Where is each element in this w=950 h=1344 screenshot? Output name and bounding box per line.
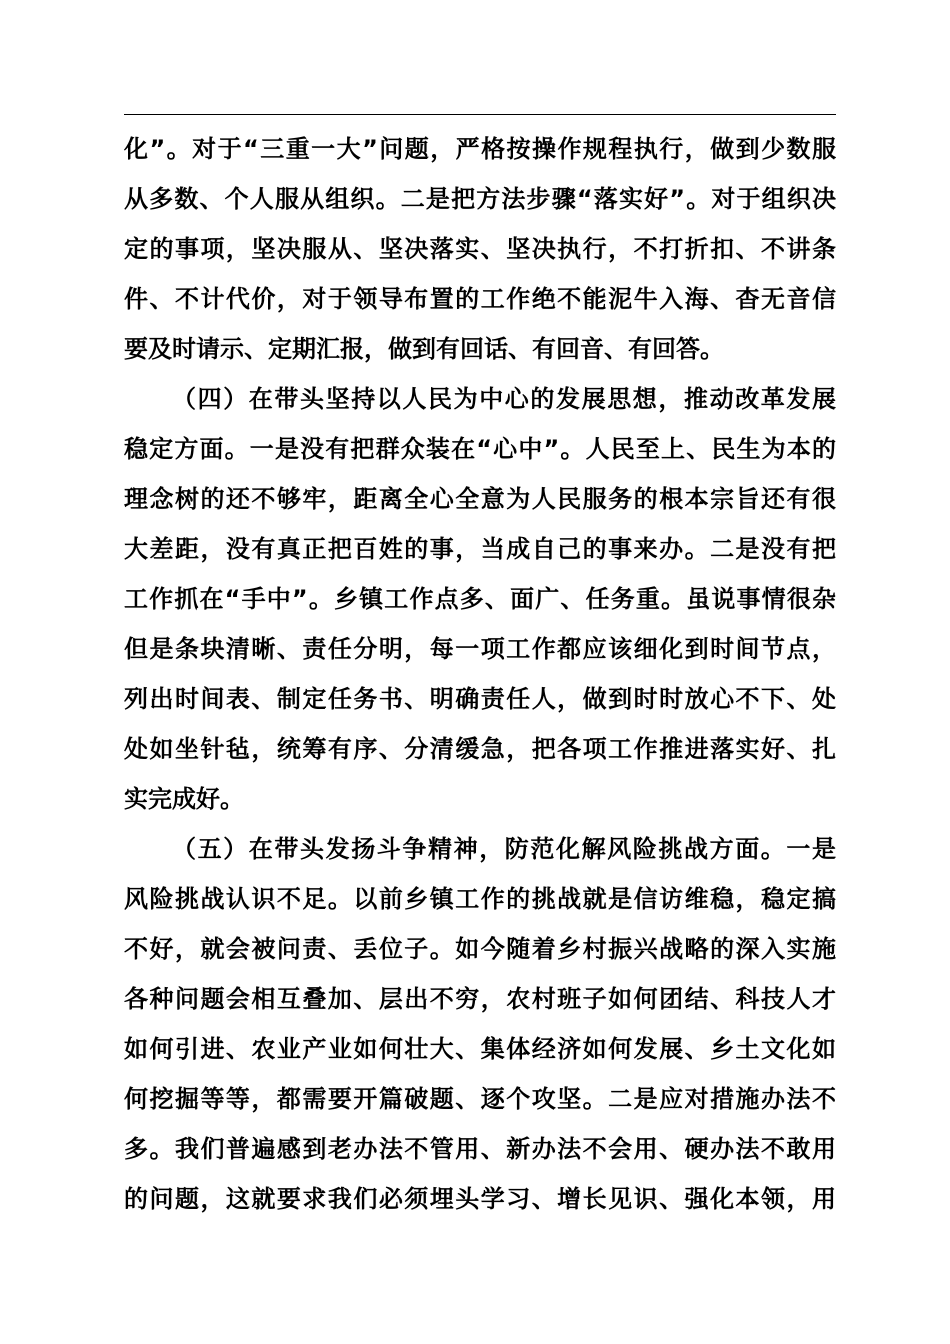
text-line: 如何引进、农业产业如何壮大、集体经济如何发展、乡土文化如	[124, 1035, 836, 1063]
text-line: 实完成好。	[124, 785, 244, 813]
text-line: 多。我们普遍感到老办法不管用、新办法不会用、硬办法不敢用	[124, 1135, 836, 1163]
text-line: 化”。对于“三重一大”问题，严格按操作规程执行，做到少数服	[124, 135, 836, 163]
text-line: 稳定方面。一是没有把群众装在“心中”。人民至上、民生为本的	[124, 435, 836, 463]
text-line: 但是条块清晰、责任分明，每一项工作都应该细化到时间节点，	[124, 635, 836, 663]
paragraph-heading-5: （五）在带头发扬斗争精神，防范化解风险挑战方面。一是	[172, 835, 836, 863]
text-line: 处如坐针毡，统筹有序、分清缓急，把各项工作推进落实好、扎	[124, 735, 836, 763]
text-line: 大差距，没有真正把百姓的事，当成自己的事来办。二是没有把	[124, 535, 836, 563]
paragraph-heading-4: （四）在带头坚持以人民为中心的发展思想，推动改革发展	[172, 385, 836, 413]
text-line: 件、不计代价，对于领导布置的工作绝不能泥牛入海、杳无音信	[124, 285, 836, 313]
text-line: 风险挑战认识不足。以前乡镇工作的挑战就是信访维稳，稳定搞	[124, 885, 836, 913]
text-line: 理念树的还不够牢，距离全心全意为人民服务的根本宗旨还有很	[124, 485, 836, 513]
text-line: 从多数、个人服从组织。二是把方法步骤“落实好”。对于组织决	[124, 185, 836, 213]
header-rule	[124, 114, 836, 115]
text-line: 定的事项，坚决服从、坚决落实、坚决执行，不打折扣、不讲条	[124, 235, 836, 263]
text-line: 各种问题会相互叠加、层出不穷，农村班子如何团结、科技人才	[124, 985, 836, 1013]
text-line: 的问题，这就要求我们必须埋头学习、增长见识、强化本领，用	[124, 1185, 836, 1213]
text-line: 列出时间表、制定任务书、明确责任人，做到时时放心不下、处	[124, 685, 836, 713]
text-line: 工作抓在“手中”。乡镇工作点多、面广、任务重。虽说事情很杂	[124, 585, 836, 613]
text-line: 何挖掘等等，都需要开篇破题、逐个攻坚。二是应对措施办法不	[124, 1085, 836, 1113]
text-line: 要及时请示、定期汇报，做到有回话、有回音、有回答。	[124, 335, 724, 363]
body-text	[124, 124, 836, 1224]
text-line: 不好，就会被问责、丢位子。如今随着乡村振兴战略的深入实施	[124, 935, 836, 963]
